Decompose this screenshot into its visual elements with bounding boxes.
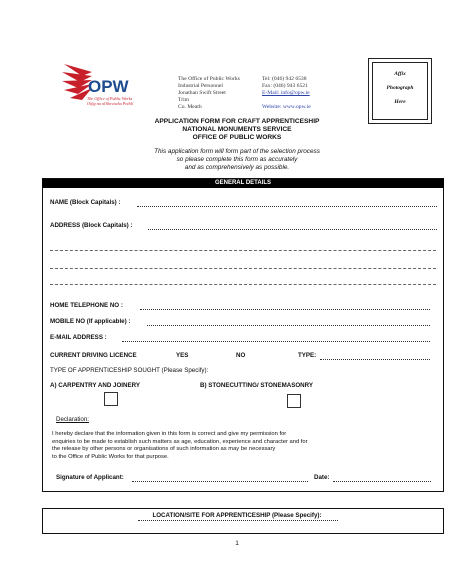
licence-type-field[interactable] (320, 359, 430, 360)
photo-placeholder: Affix Photograph Here (372, 62, 428, 120)
logo-subtitle: The Office of Public Works (87, 96, 133, 101)
location-label: LOCATION/SITE FOR APPRENTICESHIP (Please Specify): (152, 512, 322, 519)
email-label: E-MAIL ADDRESS : (50, 334, 107, 341)
address-line: Trim (178, 97, 189, 103)
logo-wordmark: OPW (88, 77, 129, 96)
licence-yes-label: YES (176, 352, 189, 359)
carpentry-checkbox[interactable] (104, 392, 118, 406)
address-field-line-4[interactable] (50, 284, 436, 285)
address-line: Industrial Personnel (178, 83, 223, 89)
declaration-heading: Declaration: (56, 416, 90, 423)
signature-label: Signature of Applicant: (56, 474, 124, 481)
address-line: Co. Meath (178, 104, 202, 110)
contact-line: Fax: (046) 943 6521 (262, 83, 308, 89)
option-stonecutting-label: B) STONECUTTING/ STONEMASONRY (200, 382, 313, 389)
section-header: GENERAL DETAILS (42, 179, 444, 188)
photo-box (368, 58, 432, 124)
address-line: The Office of Public Works (178, 76, 240, 82)
date-field[interactable] (333, 481, 431, 482)
mobile-label: MOBILE NO (If applicable) : (50, 318, 131, 325)
office-contact (262, 76, 311, 111)
signature-field[interactable] (132, 481, 308, 482)
licence-type-label: TYPE: (298, 352, 317, 359)
home-phone-field[interactable] (140, 309, 430, 310)
stonecutting-checkbox[interactable] (287, 394, 301, 408)
form-title: APPLICATION FORM FOR CRAFT APPRENTICESHIP NATIONAL MONUMENTS SERVICE OFFICE OF PUBLIC WORKS (154, 118, 320, 141)
address-line: Jonathan Swift Street (178, 90, 226, 96)
name-field[interactable] (137, 206, 437, 207)
home-phone-label: HOME TELEPHONE NO : (50, 302, 123, 309)
logo-subtitle-irish: Oifig na nOibreacha Poiblí (87, 101, 134, 106)
office-address (178, 76, 240, 111)
email-field[interactable] (122, 341, 430, 342)
website-link[interactable]: Website: www.opw.ie (262, 104, 311, 110)
name-label: NAME (Block Capitals) : (50, 199, 121, 206)
declaration-text: I hereby declare that the information given in this form is correct and give my permission for enquiries to be made to establish such matters as age, education, experience and character and for the release by other persons or organisations of such information as may be necessary to the Office of Public Works for that purpose. (52, 431, 308, 460)
address-label: ADDRESS (Block Capitals) : (50, 222, 133, 229)
page-number: 1 (235, 540, 239, 547)
address-field-line-3[interactable] (50, 268, 436, 269)
address-field-line-2[interactable] (50, 250, 436, 251)
location-field[interactable] (138, 520, 338, 521)
option-carpentry-label: A) CARPENTRY AND JOINERY (50, 382, 140, 389)
contact-line: Tel: (046) 942 6538 (262, 76, 307, 82)
licence-no-label: NO (236, 352, 246, 359)
address-field-line-1[interactable] (148, 229, 437, 230)
opw-logo (58, 54, 168, 114)
instructions-note: This application form will form part of the selection process so please complete this form as accurately and as comprehensively as possible. (154, 148, 320, 171)
email-link[interactable]: E-Mail: info@opw.ie (262, 90, 310, 96)
apprenticeship-type-label: TYPE OF APPRENTICESHIP SOUGHT (Please Specify): (50, 367, 209, 374)
date-label: Date: (314, 474, 330, 481)
licence-label: CURRENT DRIVING LICENCE (50, 352, 137, 359)
mobile-field[interactable] (147, 325, 430, 326)
